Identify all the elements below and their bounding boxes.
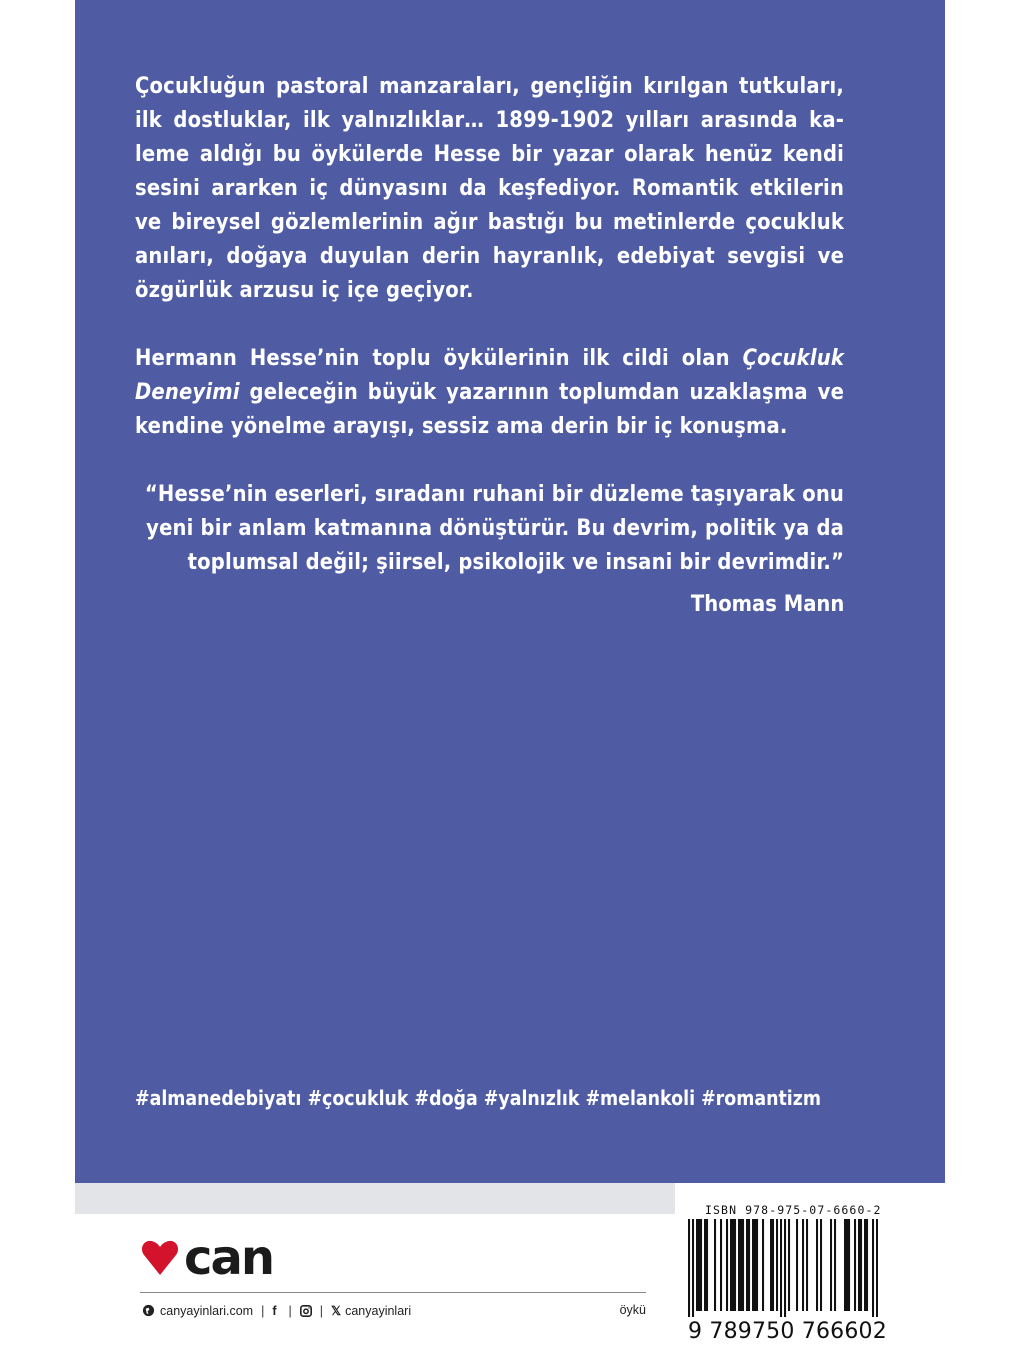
x-icon[interactable]: 𝕏	[331, 1304, 342, 1318]
blurb-line	[135, 375, 844, 409]
barcode-bar	[772, 1219, 774, 1311]
separator: |	[319, 1303, 324, 1318]
barcode-bar	[844, 1219, 846, 1311]
barcode-bar	[740, 1219, 742, 1311]
heart-icon	[140, 1238, 180, 1278]
barcode-bar	[688, 1219, 690, 1317]
barcode-bar	[748, 1219, 750, 1311]
genre-label: öykü	[619, 1303, 646, 1317]
barcode-bar	[858, 1219, 860, 1311]
barcode-bar	[730, 1219, 732, 1311]
separator: |	[288, 1303, 292, 1318]
instagram-icon[interactable]	[300, 1305, 312, 1317]
barcode-bar	[860, 1219, 862, 1311]
quote-line: “Hesse’nin eserleri, sıradanı ruhani bir düzleme taşıyarak onu	[144, 481, 845, 507]
barcode-bar	[806, 1219, 808, 1311]
facebook-icon[interactable]: f	[272, 1303, 277, 1318]
quote-block	[135, 477, 845, 579]
logo-text: can	[184, 1230, 274, 1286]
blurb-line: kendine yönelme arayışı, sessiz ama derin bir iç konuşma.	[135, 413, 788, 439]
barcode-bar	[802, 1219, 804, 1311]
quote-line: yeni bir anlam katmanına dönüştürür. Bu devrim, politik ya da	[146, 515, 845, 541]
barcode-bar	[704, 1219, 706, 1311]
barcode-bar	[696, 1219, 698, 1311]
barcode-bar	[726, 1219, 728, 1311]
isbn-number: 9 789750 766602	[688, 1319, 887, 1344]
blurb-line: leme aldığı bu öykülerde Hesse bir yazar olarak henüz kendi	[135, 141, 845, 167]
blurb-paragraph-1	[135, 69, 845, 307]
barcode-bar	[876, 1219, 878, 1317]
blurb-line	[135, 341, 844, 375]
social-handle[interactable]: canyayinlari	[345, 1303, 412, 1318]
barcode-bar	[864, 1219, 866, 1311]
barcode-bar	[700, 1219, 702, 1311]
quote-line: toplumsal değil; şiirsel, psikolojik ve insani bir devrimdir.”	[187, 549, 845, 575]
publisher-logo	[140, 1230, 274, 1286]
footer-band	[75, 1183, 675, 1214]
publisher-footer	[142, 1303, 646, 1318]
blurb-line: sesini ararken iç dünyasını da keşfediyor. Romantik etkilerin	[135, 175, 845, 201]
quote-author: Thomas Mann	[690, 591, 844, 617]
blurb-text: Hermann Hesse’nin toplu öykülerinin ilk cildi olan	[135, 345, 730, 371]
isbn-label: ISBN 978-975-07-6660-2	[705, 1203, 882, 1217]
barcode-bar	[762, 1219, 764, 1311]
blurb-line: özgürlük arzusu iç içe geçiyor.	[135, 277, 474, 303]
separator: |	[261, 1303, 265, 1318]
barcode-bar	[872, 1219, 874, 1317]
barcode-bar	[854, 1219, 856, 1311]
barcode-bar	[796, 1219, 798, 1311]
barcode-bar	[784, 1219, 786, 1317]
blurb-line: ilk dostluklar, ilk yalnızlıklar… 1899-1902 yılları arasında ka-	[135, 107, 845, 133]
barcode-bar	[698, 1219, 700, 1311]
barcode-bar	[754, 1219, 756, 1311]
blurb-line: anıları, doğaya duyulan derin hayranlık, edebiyat sevgisi ve	[135, 243, 845, 269]
barcode-bar	[720, 1219, 722, 1311]
barcode	[688, 1219, 878, 1317]
barcode-bar	[830, 1219, 832, 1311]
blurb-paragraph-2	[135, 341, 845, 443]
barcode-bar	[816, 1219, 818, 1311]
hashtags: #almanedebiyatı #çocukluk #doğa #yalnızlık #melankoli #romantizm	[135, 1086, 822, 1110]
barcode-bar	[848, 1219, 850, 1311]
barcode-bar	[752, 1219, 754, 1311]
barcode-bar	[788, 1219, 790, 1311]
barcode-bar	[820, 1219, 822, 1311]
barcode-bar	[734, 1219, 736, 1311]
blurb-line: ve bireysel gözlemlerinin ağır bastığı bu metinlerde çocukluk	[135, 209, 845, 235]
globe-icon	[142, 1304, 155, 1317]
barcode-bar	[706, 1219, 708, 1311]
barcode-bar	[732, 1219, 734, 1311]
barcode-bar	[846, 1219, 848, 1311]
barcode-bar	[776, 1219, 778, 1311]
barcode-bar	[746, 1219, 748, 1311]
barcode-bar	[692, 1219, 694, 1317]
book-title: Deneyimi	[135, 379, 240, 405]
barcode-bar	[714, 1219, 716, 1311]
book-title: Çocukluk	[742, 345, 845, 371]
blurb-line: Çocukluğun pastoral manzaraları, gençliğin kırılgan tutkuları,	[135, 73, 845, 99]
website-link[interactable]: canyayinlari.com	[160, 1303, 254, 1318]
barcode-bar	[834, 1219, 836, 1311]
barcode-bar	[780, 1219, 782, 1317]
barcode-bar	[742, 1219, 744, 1311]
footer-divider	[140, 1292, 646, 1293]
barcode-bar	[756, 1219, 758, 1311]
barcode-bar	[738, 1219, 740, 1311]
barcode-bar	[866, 1219, 868, 1311]
blurb-text: geleceğin büyük yazarının toplumdan uzaklaşma ve	[239, 379, 845, 405]
barcode-bar	[770, 1219, 772, 1311]
